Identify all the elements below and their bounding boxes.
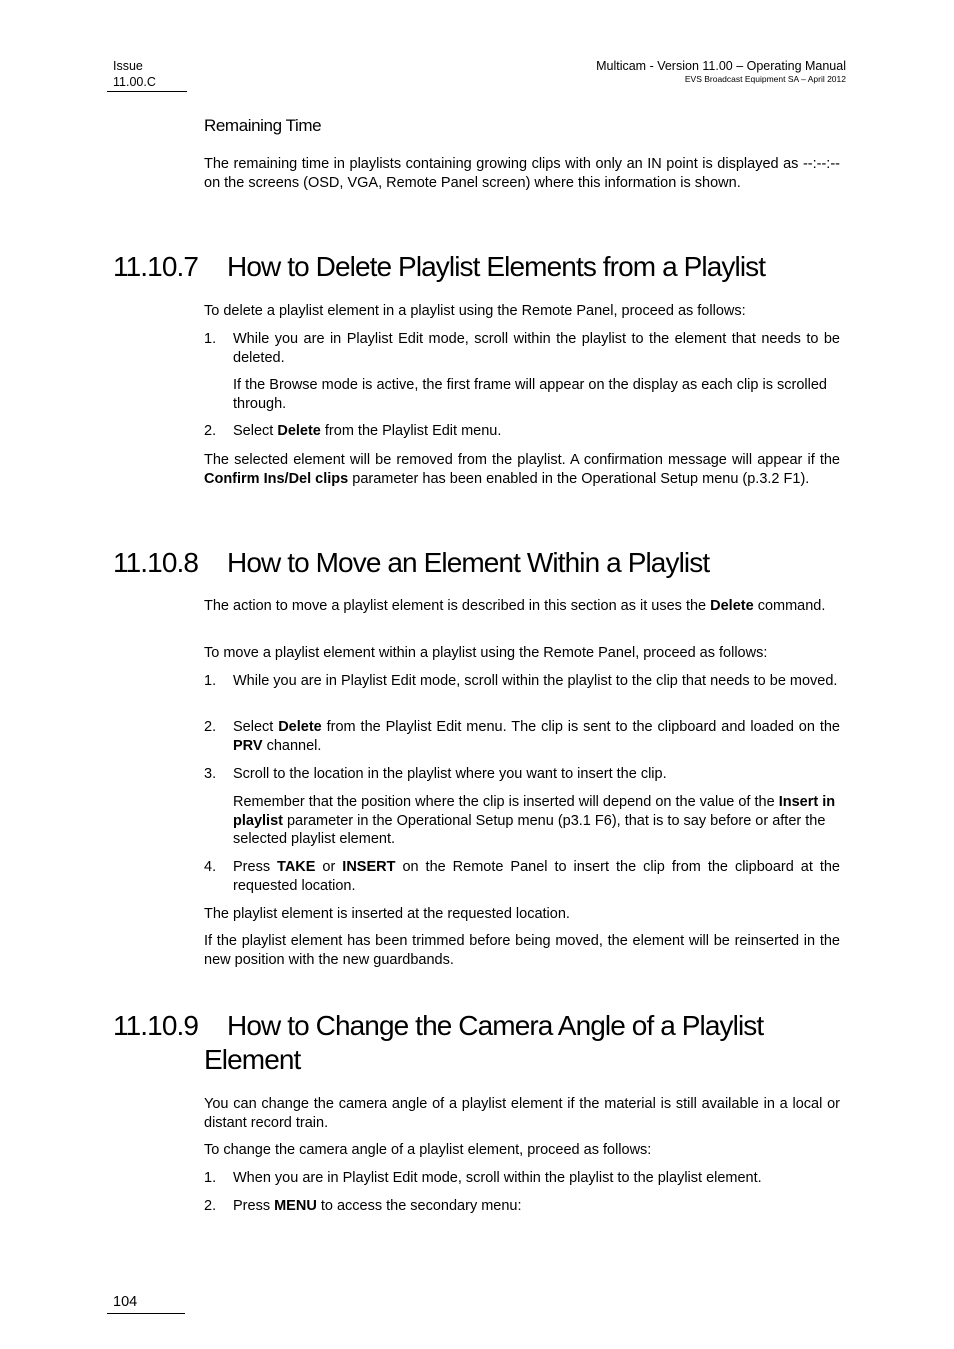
step-text: Press TAKE or INSERT on the Remote Panel to insert the clip from the clipboard at the requested location. xyxy=(233,859,840,894)
step-number: 1. xyxy=(204,331,217,347)
step-number: 1. xyxy=(204,1170,217,1186)
page-number: 104 xyxy=(113,1294,138,1310)
manual-block xyxy=(596,58,846,84)
section-title: How to Delete Playlist Elements from a Playlist xyxy=(227,251,766,282)
s8-para-4: If the playlist element has been trimmed before being moved, the element will be reinserted in the new position with the new guardbands. xyxy=(204,933,840,968)
step-number: 2. xyxy=(204,719,217,735)
s7-outro: The selected element will be removed from the playlist. A confirmation message will appear if the Confirm Ins/Del clips parameter has been enabled in the Operational Setup menu (p.3.2 F1). xyxy=(204,452,840,487)
section-heading-11-10-8 xyxy=(113,546,709,580)
step-text: While you are in Playlist Edit mode, scroll within the playlist to the element that needs to be deleted. xyxy=(233,331,840,366)
s8-step-2 xyxy=(204,718,840,755)
s9-para-1: You can change the camera angle of a playlist element if the material is still available in a local or distant record train. xyxy=(204,1096,840,1131)
section-title-line-1: How to Change the Camera Angle of a Playlist xyxy=(227,1010,764,1041)
section-number: 11.10.7 xyxy=(113,251,199,282)
step-number: 1. xyxy=(204,673,217,689)
step-text: Press MENU to access the secondary menu: xyxy=(233,1198,522,1214)
s9-step-2 xyxy=(204,1197,840,1216)
s7-step-2 xyxy=(204,422,840,441)
section-heading-11-10-7 xyxy=(113,250,765,284)
remaining-time-body: The remaining time in playlists containing growing clips with only an IN point is displayed as --:--:-- on the screens (OSD, VGA, Remote Panel screen) where this information is shown. xyxy=(204,156,840,191)
s7-step-1 xyxy=(204,330,840,367)
step-text: Select Delete from the Playlist Edit menu. xyxy=(233,423,502,439)
footer-rule xyxy=(107,1313,185,1314)
step-number: 4. xyxy=(204,859,217,875)
step-number: 2. xyxy=(204,423,217,439)
section-heading-11-10-9 xyxy=(113,1009,763,1077)
s9-step-1 xyxy=(204,1169,840,1188)
step-text: When you are in Playlist Edit mode, scroll within the playlist to the playlist element. xyxy=(233,1170,762,1186)
section-title: How to Move an Element Within a Playlist xyxy=(227,547,710,578)
header-rule xyxy=(107,91,187,92)
issue-number: 11.00.C xyxy=(113,75,156,89)
section-title-line-2: Element xyxy=(204,1044,301,1075)
s9-para-2: To change the camera angle of a playlist element, proceed as follows: xyxy=(204,1142,652,1158)
issue-label: Issue xyxy=(113,59,143,73)
remaining-time-title: Remaining Time xyxy=(204,116,322,135)
s8-step-1 xyxy=(204,672,840,691)
step-number: 2. xyxy=(204,1198,217,1214)
step-text: Scroll to the location in the playlist where you want to insert the clip. xyxy=(233,766,667,782)
s8-step-3 xyxy=(204,765,840,784)
s8-para-1: The action to move a playlist element is described in this section as it uses the Delete command. xyxy=(204,598,826,614)
step-text: While you are in Playlist Edit mode, scroll within the playlist to the clip that needs to be moved. xyxy=(233,673,838,689)
s8-para-3: The playlist element is inserted at the requested location. xyxy=(204,906,570,922)
section-number: 11.10.8 xyxy=(113,547,199,578)
s7-step-1-note: If the Browse mode is active, the first frame will appear on the display as each clip is scrolled through. xyxy=(233,377,827,412)
manual-title: Multicam - Version 11.00 – Operating Manual xyxy=(596,59,846,73)
issue-block xyxy=(113,58,156,90)
s8-para-2: To move a playlist element within a playlist using the Remote Panel, proceed as follows: xyxy=(204,645,768,661)
s8-step-3-note: Remember that the position where the clip is inserted will depend on the value of the Insert in playlist parameter in the Operational Setup menu (p3.1 F6), that is to say before or after the selected playlist element. xyxy=(233,794,836,847)
publisher: EVS Broadcast Equipment SA – April 2012 xyxy=(684,74,846,84)
step-number: 3. xyxy=(204,766,217,782)
step-text: Select Delete from the Playlist Edit menu. The clip is sent to the clipboard and loaded on the PRV channel. xyxy=(233,719,840,754)
s7-intro: To delete a playlist element in a playlist using the Remote Panel, proceed as follows: xyxy=(204,303,746,319)
section-number: 11.10.9 xyxy=(113,1010,199,1041)
s8-step-4 xyxy=(204,858,840,895)
